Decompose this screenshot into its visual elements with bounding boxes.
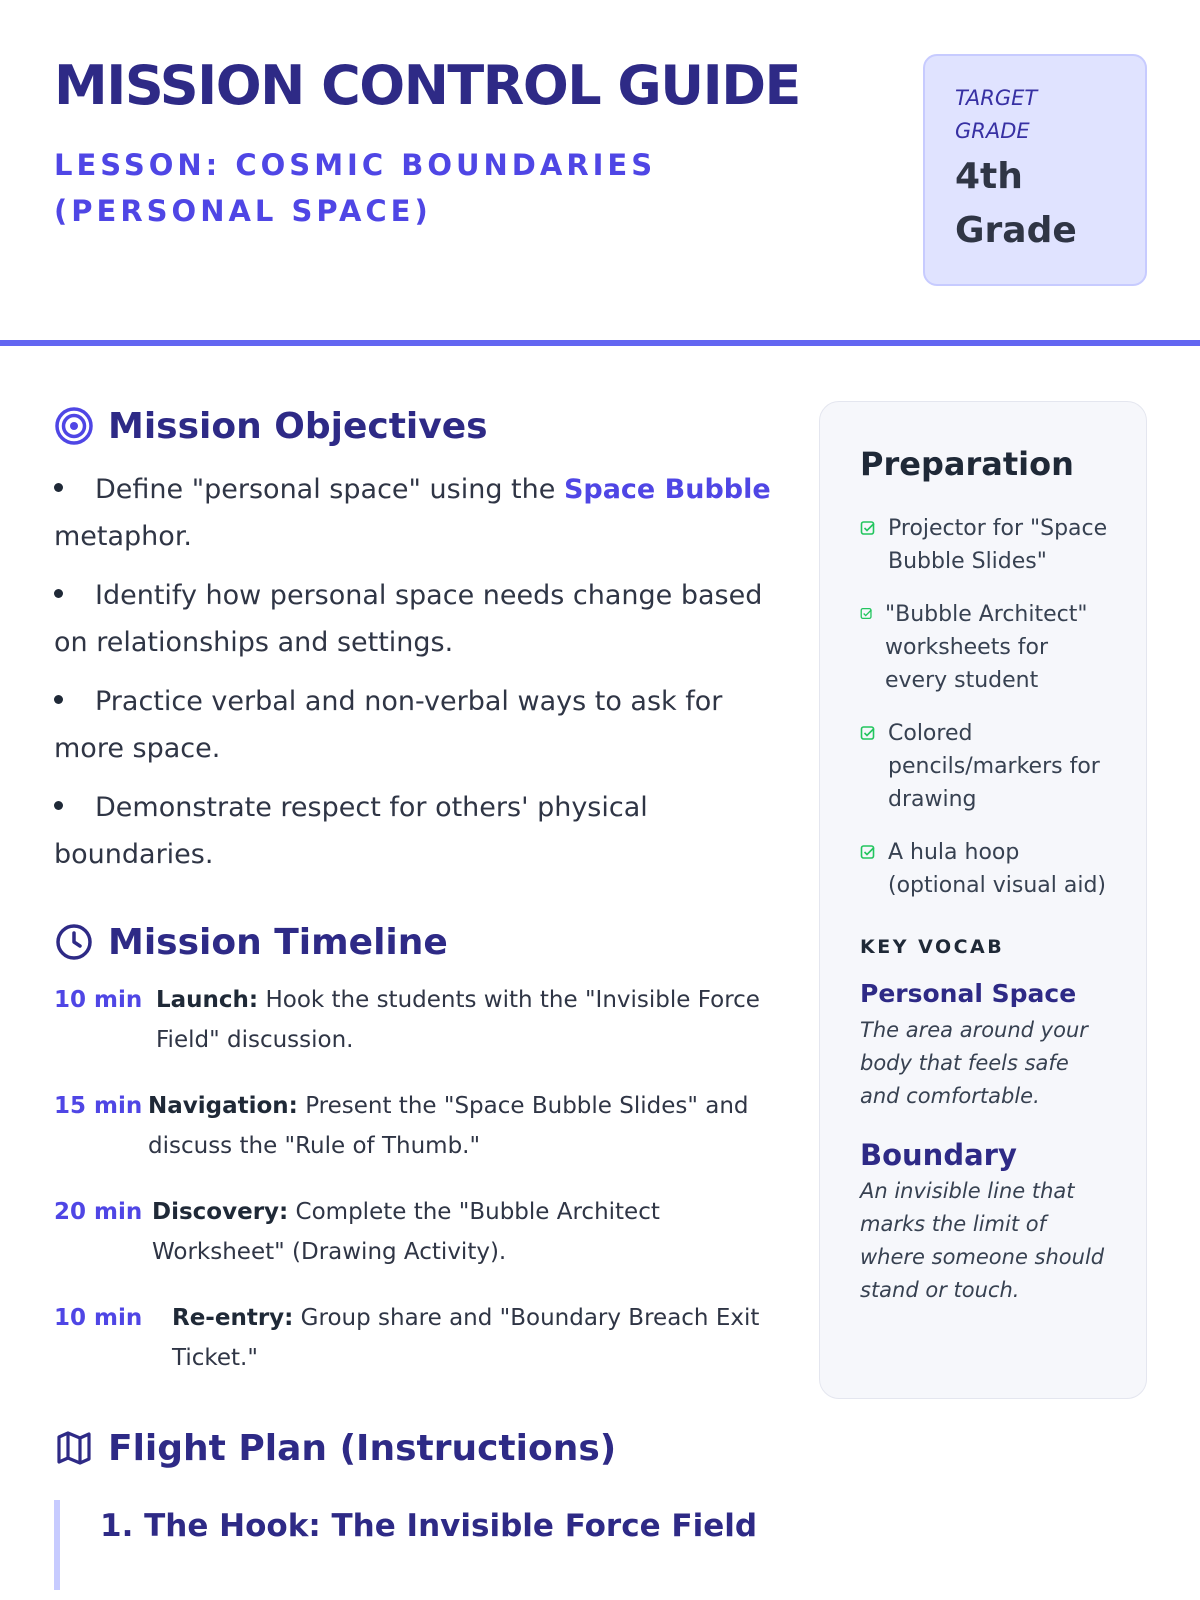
- flight-plan-section: [54, 1418, 774, 1590]
- timeline-section: [54, 912, 774, 1378]
- checkbox-icon: [860, 844, 876, 860]
- page-title: MISSION CONTROL GUIDE: [54, 54, 800, 117]
- prep-item: A hula hoop (optional visual aid): [860, 836, 1108, 902]
- timeline-duration: 15 min: [54, 1093, 143, 1119]
- vocab-definition: The area around your body that feels safe and comfortable.: [860, 1018, 1088, 1108]
- vocab-term: Boundary: [860, 1138, 1017, 1172]
- timeline-description: Navigation: Present the "Space Bubble Slides" and discuss the "Rule of Thumb.": [148, 1093, 749, 1159]
- lesson-subtitle: LESSON: COSMIC BOUNDARIES (PERSONAL SPACE): [54, 148, 657, 228]
- prep-item: "Bubble Architect" worksheets for every student: [860, 598, 1108, 697]
- page-header: [54, 50, 884, 234]
- objective-item: Identify how personal space needs change based on relationships and settings.: [54, 580, 763, 658]
- objectives-list: [54, 466, 774, 878]
- bullet-dot: [54, 483, 63, 492]
- bullet-dot: [54, 589, 63, 598]
- timeline-list: [54, 980, 774, 1378]
- checkbox-icon: [860, 520, 876, 536]
- timeline-duration: 10 min: [54, 987, 143, 1013]
- preparation-heading: Preparation: [860, 445, 1074, 483]
- prep-item: Projector for "Space Bubble Slides": [860, 512, 1108, 578]
- objectives-heading: [54, 396, 774, 456]
- key-vocab-heading: KEY VOCAB: [860, 936, 1005, 958]
- timeline-description: Re-entry: Group share and "Boundary Breach Exit Ticket.": [172, 1305, 760, 1371]
- timeline-heading-text: Mission Timeline: [108, 921, 448, 963]
- header-divider: [0, 340, 1200, 346]
- vocab-term: Personal Space: [860, 979, 1077, 1008]
- main-content: [54, 396, 774, 1590]
- clock-icon: [54, 922, 94, 962]
- objective-item: Practice verbal and non-verbal ways to ask for more space.: [54, 686, 723, 764]
- flight-plan-heading: [54, 1418, 774, 1478]
- bullet-dot: [54, 801, 63, 810]
- timeline-duration: 20 min: [54, 1199, 143, 1225]
- preparation-sidebar: [819, 401, 1147, 1399]
- timeline-duration: 10 min: [54, 1305, 143, 1331]
- timeline-row: [54, 1086, 774, 1166]
- timeline-row: [54, 1298, 774, 1378]
- objectives-heading-text: Mission Objectives: [108, 405, 488, 447]
- timeline-row: [54, 1192, 774, 1272]
- target-icon: [54, 406, 94, 446]
- checkbox-icon: [860, 725, 876, 741]
- timeline-row: [54, 980, 774, 1060]
- step-title: 1. The Hook: The Invisible Force Field: [100, 1508, 758, 1544]
- timeline-heading: [54, 912, 774, 972]
- prep-item: Colored pencils/markers for drawing: [860, 717, 1108, 816]
- checkbox-icon: [860, 607, 873, 620]
- flight-plan-heading-text: Flight Plan (Instructions): [108, 1427, 617, 1469]
- timeline-description: Launch: Hook the students with the "Invisible Force Field" discussion.: [156, 987, 760, 1053]
- space-bubble-highlight: Space Bubble: [563, 474, 771, 505]
- map-icon: [54, 1428, 94, 1468]
- vocab-definition: An invisible line that marks the limit of where someone should stand or touch.: [860, 1179, 1105, 1302]
- instruction-step: [54, 1500, 774, 1590]
- target-grade-value: 4th Grade: [955, 156, 1077, 251]
- objective-item: Demonstrate respect for others' physical boundaries.: [54, 792, 648, 870]
- preparation-list: [860, 512, 1108, 902]
- bullet-dot: [54, 695, 63, 704]
- target-grade-label: TARGET GRADE: [955, 86, 1038, 143]
- timeline-description: Discovery: Complete the "Bubble Architect Worksheet" (Drawing Activity).: [152, 1199, 660, 1265]
- objective-item: Define "personal space" using the Space Bubble metaphor.: [54, 474, 771, 552]
- target-grade-card: [923, 54, 1147, 286]
